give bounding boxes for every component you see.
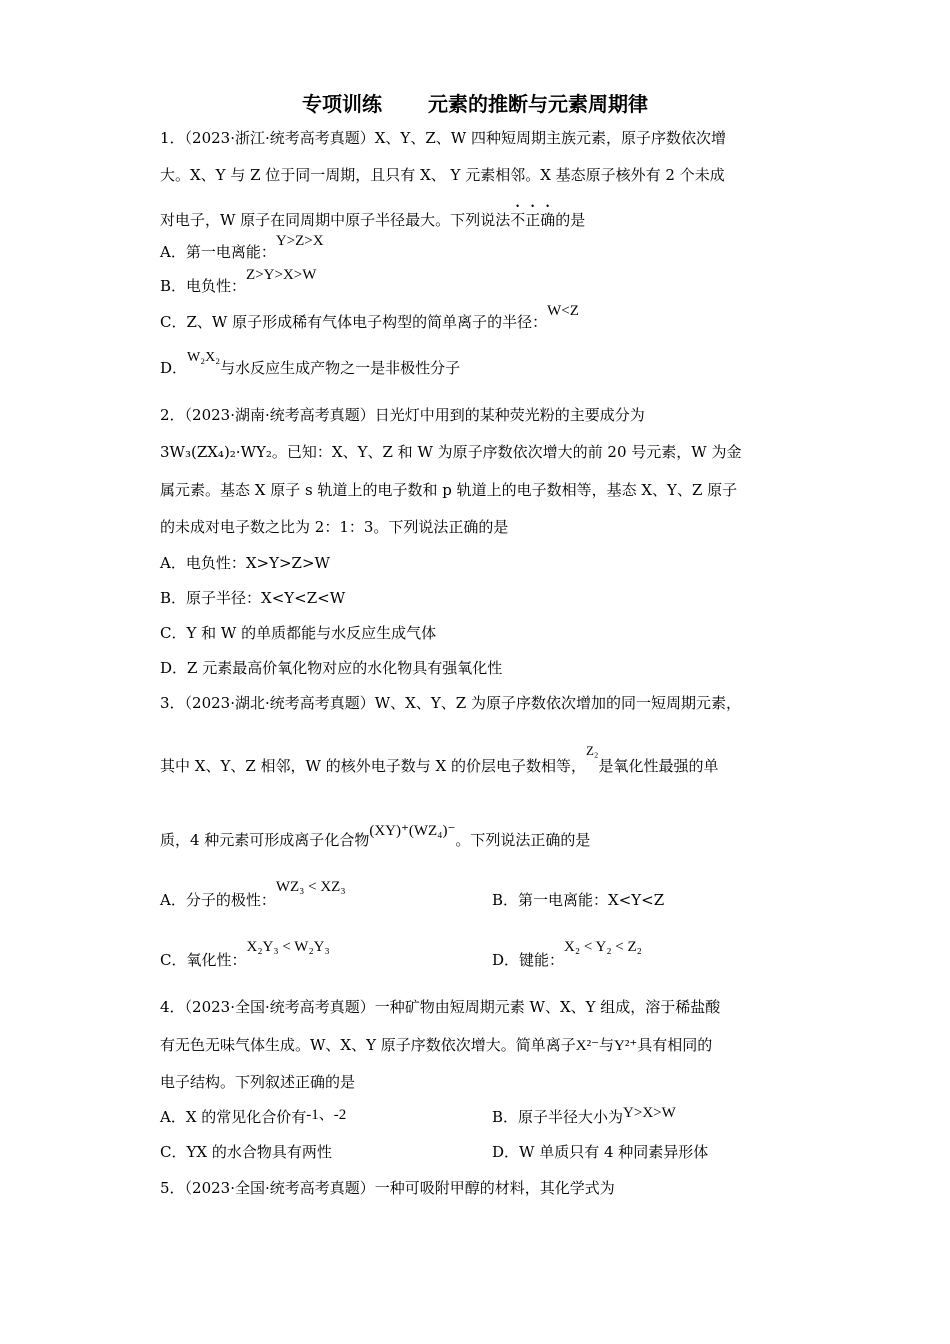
q2-option-d: D．Z 元素最高价氧化物对应的水化物具有强氧化性 <box>160 659 503 677</box>
q2-stem-line-4: 的未成对电子数之比为 2：1：3。下列说法正确的是 <box>160 518 509 536</box>
q1-option-a: A．第一电离能：Y>Z>X <box>160 233 324 261</box>
q1-option-d-formula: W₂X₂ <box>187 350 221 365</box>
emphasis-not-correct: 不正确 <box>510 211 556 229</box>
q3-stem-line-2: 其中 X、Y、Z 相邻，W 的核外电子数与 X 的价层电子数相等，Z₂是氧化性最强的单 <box>160 743 719 775</box>
q2-option-c: C．Y 和 W 的单质都能与水反应生成气体 <box>160 624 437 642</box>
q4-option-b-formula: Y>X>W <box>623 1105 676 1121</box>
q4-stem-line-3: 电子结构。下列叙述正确的是 <box>160 1073 356 1091</box>
q4-option-a: A．X 的常见化合价有-1、-2 <box>160 1107 347 1126</box>
q2-stem-line-3: 属元素。基态 X 原子 s 轨道上的电子数和 p 轨道上的电子数相等，基态 X、Y、Z 原子 <box>160 481 738 499</box>
q4-stem-line-2: 有无色无味气体生成。W、X、Y 原子序数依次增大。简单离子X²⁻与Y²⁺具有相同的 <box>160 1036 713 1054</box>
page-title <box>0 88 950 117</box>
q3-option-a-formula: WZ₃ < XZ₃ <box>275 879 346 895</box>
q3-ionic-compound-formula: (XY)⁺(WZ₄)⁻ <box>369 823 456 839</box>
q1-option-b: B．电负性：Z>Y>X>W <box>160 267 317 295</box>
q3-stem-line-3: 质，4 种元素可形成离子化合物(XY)⁺(WZ₄)⁻。下列说法正确的是 <box>160 823 591 849</box>
q1-option-c-formula: W<Z <box>547 303 579 319</box>
q3-option-d-formula: X₂ < Y₂ < Z₂ <box>564 939 642 955</box>
q4-option-a-value: -1、-2 <box>306 1107 347 1123</box>
q3-stem-line-1: 3．（2023·湖北·统考高考真题）W、X、Y、Z 为原子序数依次增加的同一短周期元素， <box>160 694 741 712</box>
q2-option-a: A．电负性：X>Y>Z>W <box>160 554 330 572</box>
q4-option-d: D．W 单质只有 4 种同素异形体 <box>492 1143 709 1161</box>
q1-stem-line-2: 大。X、Y 与 Z 位于同一周期，且只有 X、 Y 元素相邻。X 基态原子核外有 2 个未成 <box>160 166 725 184</box>
q1-stem-line-3: 对电子，W 原子在同周期中原子半径最大。下列说法不正确的是 <box>160 211 586 229</box>
q3-option-c: C．氧化性：X₂Y₃ < W₂Y₃ <box>160 939 330 969</box>
title-part-2: 元素的推断与元素周期律 <box>428 92 648 116</box>
q2-stem-line-2: 3W₃(ZX₄)₂·WY₂。已知：X、Y、Z 和 W 为原子序数依次增大的前 20 号元素，W 为金 <box>160 443 742 461</box>
title-part-1: 专项训练 <box>302 92 382 116</box>
q3-option-c-formula: X₂Y₃ < W₂Y₃ <box>246 939 330 955</box>
q1-stem-line-1: 1．（2023·浙江·统考高考真题）X、Y、Z、W 四种短周期主族元素，原子序数依次增 <box>160 129 726 147</box>
q4-option-b: B．原子半径大小为Y>X>W <box>492 1105 676 1126</box>
q3-option-d: D．键能：X₂ < Y₂ < Z₂ <box>492 939 642 969</box>
q4-stem-line-1: 4．（2023·全国·统考高考真题）一种矿物由短周期元素 W、X、Y 组成，溶于稀盐酸 <box>160 998 721 1016</box>
q4-y-ion-formula: Y²⁺ <box>614 1038 638 1054</box>
q5-stem-line-1: 5．（2023·全国·统考高考真题）一种可吸附甲醇的材料，其化学式为 <box>160 1179 615 1197</box>
q3-z2-formula: Z₂ <box>585 743 599 758</box>
q3-option-b: B．第一电离能：X<Y<Z <box>492 891 665 909</box>
q4-option-c: C．YX 的水合物具有两性 <box>160 1143 332 1161</box>
q4-x-ion-formula: X²⁻ <box>575 1038 600 1054</box>
q1-option-b-formula: Z>Y>X>W <box>246 267 317 283</box>
q1-option-a-formula: Y>Z>X <box>275 233 324 249</box>
q1-option-d: D．W₂X₂与水反应生成产物之一是非极性分子 <box>160 350 461 377</box>
q1-option-c: C．Z、W 原子形成稀有气体电子构型的简单离子的半径：W<Z <box>160 303 579 331</box>
q3-option-a: A．分子的极性：WZ₃ < XZ₃ <box>160 879 346 909</box>
q2-stem-line-1: 2．（2023·湖南·统考高考真题）日光灯中用到的某种荧光粉的主要成分为 <box>160 406 645 424</box>
q2-option-b: B．原子半径：X<Y<Z<W <box>160 589 346 607</box>
